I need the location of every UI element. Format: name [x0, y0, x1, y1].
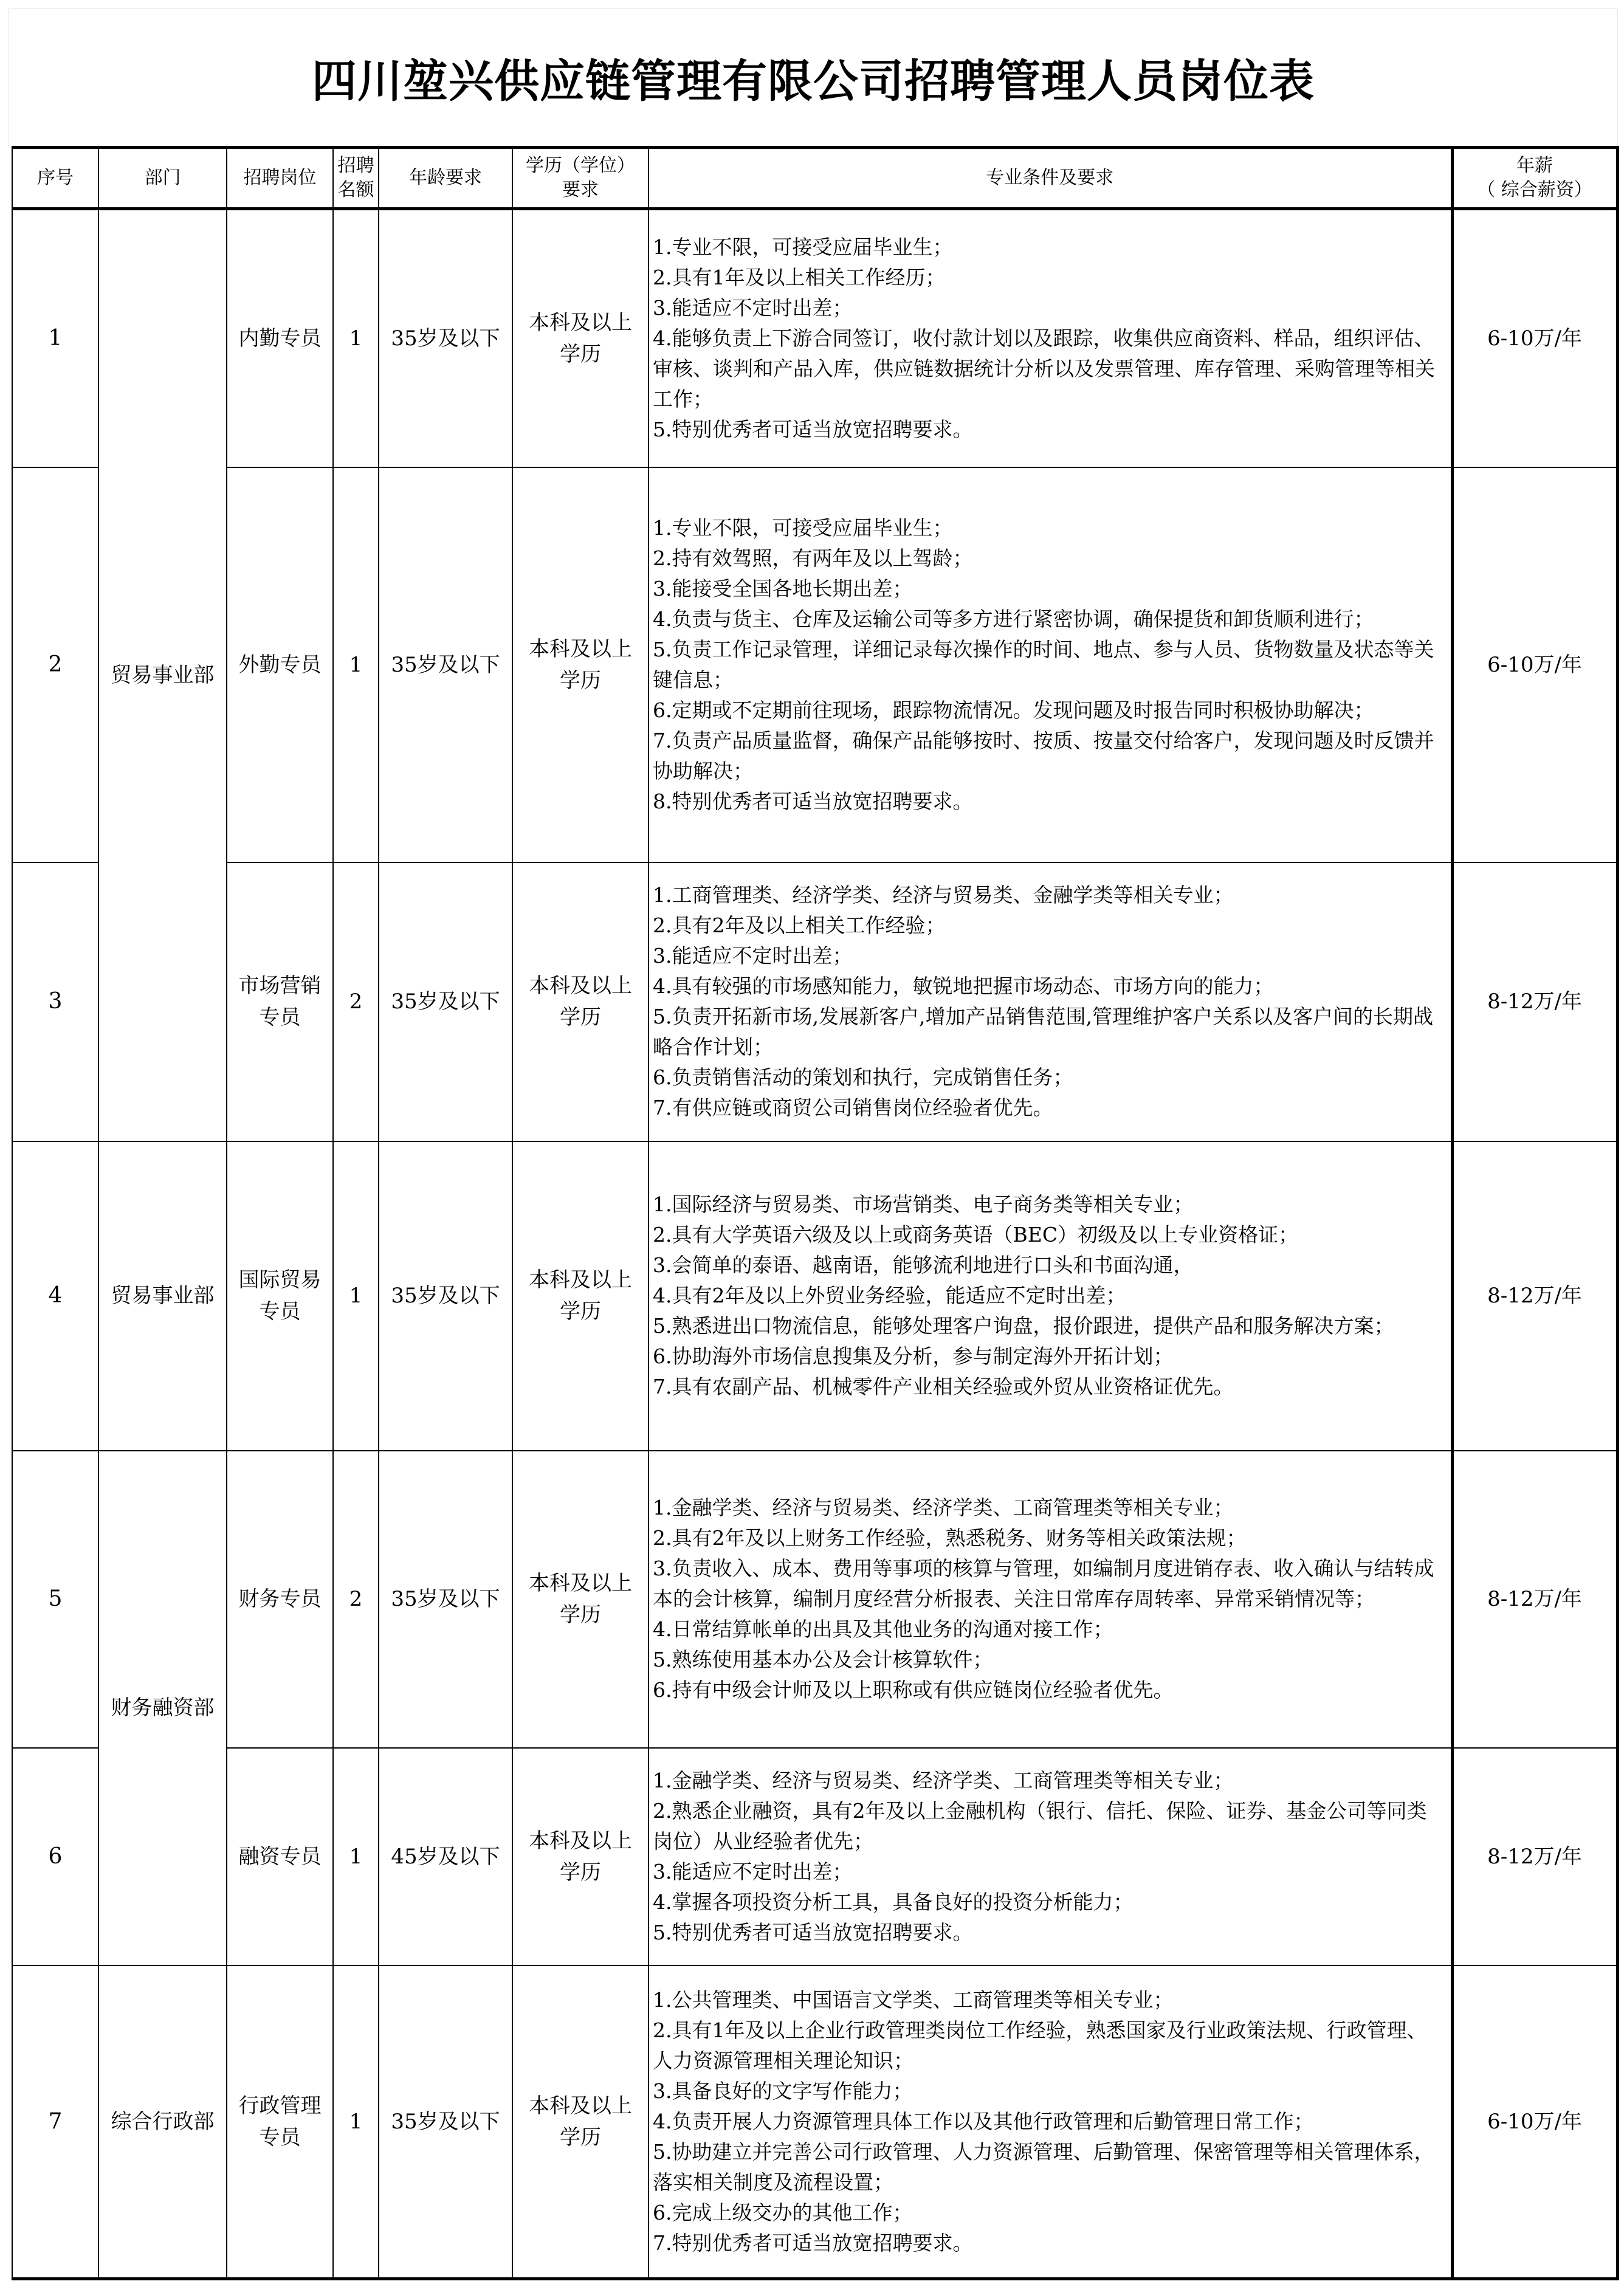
- cell-education: 本科及以上学历: [512, 209, 649, 467]
- requirement-item: 3.能接受全国各地长期出差；: [653, 576, 913, 600]
- requirement-item: 1.国际经济与贸易类、市场营销类、电子商务类等相关专业；: [653, 1192, 1194, 1216]
- cell-age: 35岁及以下: [379, 862, 512, 1141]
- requirement-item: 6.持有中级会计师及以上职称或有供应链岗位经验者优先。: [653, 1678, 1174, 1702]
- cell-quota: 1: [333, 1748, 379, 1966]
- requirement-item: 1.金融学类、经济与贸易类、经济学类、工商管理类等相关专业；: [653, 1768, 1234, 1792]
- cell-department: 贸易事业部: [98, 209, 227, 1141]
- requirement-item: 2.具有2年及以上相关工作经验；: [653, 913, 946, 937]
- table-row: [12, 467, 1617, 862]
- cell-education: 本科及以上学历: [512, 1748, 649, 1966]
- cell-department: 财务融资部: [98, 1451, 227, 1966]
- requirement-item: 3.负责收入、成本、费用等事项的核算与管理，如编制月度进销存表、收入确认与结转成本的会计核算，编制月度经营分析报表、关注日常库存周转率、异常采销情况等；: [653, 1556, 1434, 1611]
- cell-department: 综合行政部: [98, 1966, 227, 2279]
- cell-requirements: [649, 1451, 1452, 1748]
- header-requirements: 专业条件及要求: [649, 148, 1452, 209]
- cell-requirements: [649, 467, 1452, 862]
- table-row: [12, 1748, 1617, 1966]
- cell-salary: 6-10万/年: [1452, 1966, 1617, 2279]
- cell-seq: 1: [12, 209, 98, 467]
- cell-position: 行政管理专员: [227, 1966, 333, 2279]
- cell-salary: 8-12万/年: [1452, 862, 1617, 1141]
- header-seq: 序号: [12, 148, 98, 209]
- cell-position: 市场营销专员: [227, 862, 333, 1141]
- cell-seq: 7: [12, 1966, 98, 2279]
- table-row: [12, 209, 1617, 467]
- requirement-item: 1.专业不限，可接受应届毕业生；: [653, 235, 953, 259]
- header-salary-line1: 年薪: [1516, 155, 1553, 176]
- header-education: 学历（学位）要求: [512, 148, 649, 209]
- cell-position: 外勤专员: [227, 467, 333, 862]
- requirement-item: 5.协助建立并完善公司行政管理、人力资源管理、后勤管理、保密管理等相关管理体系，落实相关制度及流程设置；: [653, 2139, 1434, 2194]
- cell-requirements: [649, 862, 1452, 1141]
- table-row: [12, 1141, 1617, 1451]
- requirement-item: 2.具有1年及以上企业行政管理类岗位工作经验，熟悉国家及行业政策法规、行政管理、人力资源管理相关理论知识；: [653, 2018, 1427, 2072]
- cell-seq: 3: [12, 862, 98, 1141]
- cell-position: 国际贸易专员: [227, 1141, 333, 1451]
- cell-age: 35岁及以下: [379, 1966, 512, 2279]
- requirement-item: 3.能适应不定时出差；: [653, 1859, 853, 1883]
- cell-salary: 6-10万/年: [1452, 209, 1617, 467]
- header-row: [12, 148, 1617, 209]
- cell-seq: 6: [12, 1748, 98, 1966]
- requirement-item: 7.特别优秀者可适当放宽招聘要求。: [653, 2231, 973, 2255]
- cell-education: 本科及以上学历: [512, 1966, 649, 2279]
- title-area: [9, 9, 1618, 146]
- requirement-item: 1.公共管理类、中国语言文学类、工商管理类等相关专业；: [653, 1987, 1174, 2012]
- cell-quota: 2: [333, 862, 379, 1141]
- cell-requirements: [649, 1966, 1452, 2279]
- cell-salary: 8-12万/年: [1452, 1748, 1617, 1966]
- cell-education: 本科及以上学历: [512, 467, 649, 862]
- header-age: 年龄要求: [379, 148, 512, 209]
- requirement-item: 5.特别优秀者可适当放宽招聘要求。: [653, 1920, 973, 1944]
- requirement-item: 5.特别优秀者可适当放宽招聘要求。: [653, 417, 973, 441]
- cell-position: 融资专员: [227, 1748, 333, 1966]
- requirement-item: 4.具有2年及以上外贸业务经验，能适应不定时出差；: [653, 1284, 1126, 1307]
- requirement-item: 4.负责开展人力资源管理具体工作以及其他行政管理和后勤管理日常工作；: [653, 2109, 1314, 2133]
- requirement-item: 5.熟悉进出口物流信息，能够处理客户询盘，报价跟进，提供产品和服务解决方案；: [653, 1314, 1394, 1338]
- requirement-item: 7.具有农副产品、机械零件产业相关经验或外贸从业资格证优先。: [653, 1375, 1234, 1398]
- cell-age: 45岁及以下: [379, 1748, 512, 1966]
- cell-quota: 2: [333, 1451, 379, 1748]
- table-row: [12, 1451, 1617, 1748]
- cell-requirements: [649, 209, 1452, 467]
- cell-salary: 6-10万/年: [1452, 467, 1617, 862]
- requirement-item: 2.具有1年及以上相关工作经历；: [653, 265, 946, 289]
- requirement-item: 4.能够负责上下游合同签订，收付款计划以及跟踪，收集供应商资料、样品，组织评估、审核、谈判和产品入库，供应链数据统计分析以及发票管理、库存管理、采购管理等相关工作；: [653, 326, 1435, 411]
- requirement-item: 4.具有较强的市场感知能力，敏锐地把握市场动态、市场方向的能力；: [653, 974, 1274, 998]
- requirement-item: 3.能适应不定时出差；: [653, 944, 853, 968]
- requirement-item: 3.能适应不定时出差；: [653, 295, 853, 320]
- requirement-item: 7.负责产品质量监督，确保产品能够按时、按质、按量交付给客户，发现问题及时反馈并协助解决；: [653, 728, 1434, 783]
- page-title: 四川堃兴供应链管理有限公司招聘管理人员岗位表: [312, 55, 1315, 108]
- cell-quota: 1: [333, 209, 379, 467]
- cell-salary: 8-12万/年: [1452, 1451, 1617, 1748]
- requirement-item: 2.具有2年及以上财务工作经验，熟悉税务、财务等相关政策法规；: [653, 1526, 1247, 1550]
- requirement-item: 8.特别优秀者可适当放宽招聘要求。: [653, 789, 973, 813]
- cell-age: 35岁及以下: [379, 1141, 512, 1451]
- header-salary: [1452, 148, 1617, 209]
- header-quota: 招聘名额: [333, 148, 379, 209]
- header-position: 招聘岗位: [227, 148, 333, 209]
- requirement-item: 6.协助海外市场信息搜集及分析，参与制定海外开拓计划；: [653, 1344, 1174, 1368]
- cell-quota: 1: [333, 1966, 379, 2279]
- cell-salary: 8-12万/年: [1452, 1141, 1617, 1451]
- requirement-item: 6.定期或不定期前往现场，跟踪物流情况。发现问题及时报告同时积极协助解决；: [653, 698, 1374, 722]
- cell-requirements: [649, 1748, 1452, 1966]
- cell-age: 35岁及以下: [379, 1451, 512, 1748]
- cell-quota: 1: [333, 1141, 379, 1451]
- requirement-item: 2.熟悉企业融资，具有2年及以上金融机构（银行、信托、保险、证券、基金公司等同类岗位）从业经验者优先；: [653, 1798, 1427, 1853]
- cell-education: 本科及以上学历: [512, 1451, 649, 1748]
- requirement-item: 6.负责销售活动的策划和执行，完成销售任务；: [653, 1065, 1073, 1089]
- requirement-item: 5.负责工作记录管理，详细记录每次操作的时间、地点、参与人员、货物数量及状态等关键信息；: [653, 637, 1434, 692]
- requirement-item: 1.金融学类、经济与贸易类、经济学类、工商管理类等相关专业；: [653, 1496, 1234, 1519]
- requirement-item: 1.专业不限，可接受应届毕业生；: [653, 515, 953, 540]
- requirement-item: 3.具备良好的文字写作能力；: [653, 2079, 913, 2103]
- cell-requirements: [649, 1141, 1452, 1451]
- table-row: [12, 862, 1617, 1141]
- cell-position: 财务专员: [227, 1451, 333, 1748]
- header-department: 部门: [98, 148, 227, 209]
- header-salary-line2: （ 综合薪资）: [1477, 179, 1592, 201]
- requirement-item: 5.熟练使用基本办公及会计核算软件；: [653, 1648, 993, 1671]
- table-row: [12, 1966, 1617, 2279]
- requirement-item: 1.工商管理类、经济学类、经济与贸易类、金融学类等相关专业；: [653, 883, 1234, 907]
- cell-department: 贸易事业部: [98, 1141, 227, 1451]
- cell-seq: 4: [12, 1141, 98, 1451]
- cell-seq: 5: [12, 1451, 98, 1748]
- requirement-item: 4.掌握各项投资分析工具，具备良好的投资分析能力；: [653, 1890, 1134, 1914]
- cell-education: 本科及以上学历: [512, 1141, 649, 1451]
- cell-seq: 2: [12, 467, 98, 862]
- recruitment-table: [12, 146, 1619, 2280]
- requirement-item: 2.持有效驾照，有两年及以上驾龄；: [653, 546, 973, 570]
- cell-age: 35岁及以下: [379, 467, 512, 862]
- requirement-item: 5.负责开拓新市场,发展新客户,增加产品销售范围,管理维护客户关系以及客户间的长期战略合作计划；: [653, 1005, 1433, 1059]
- cell-quota: 1: [333, 467, 379, 862]
- requirement-item: 4.负责与货主、仓库及运输公司等多方进行紧密协调，确保提货和卸货顺利进行；: [653, 607, 1374, 631]
- requirement-item: 3.会简单的泰语、越南语，能够流利地进行口头和书面沟通，: [653, 1253, 1194, 1277]
- cell-position: 内勤专员: [227, 209, 333, 467]
- requirement-item: 6.完成上级交办的其他工作；: [653, 2200, 913, 2224]
- requirement-item: 7.有供应链或商贸公司销售岗位经验者优先。: [653, 1096, 1053, 1120]
- cell-education: 本科及以上学历: [512, 862, 649, 1141]
- cell-age: 35岁及以下: [379, 209, 512, 467]
- requirement-item: 4.日常结算帐单的出具及其他业务的沟通对接工作；: [653, 1617, 1113, 1641]
- requirement-item: 2.具有大学英语六级及以上或商务英语（BEC）初级及以上专业资格证；: [653, 1223, 1299, 1247]
